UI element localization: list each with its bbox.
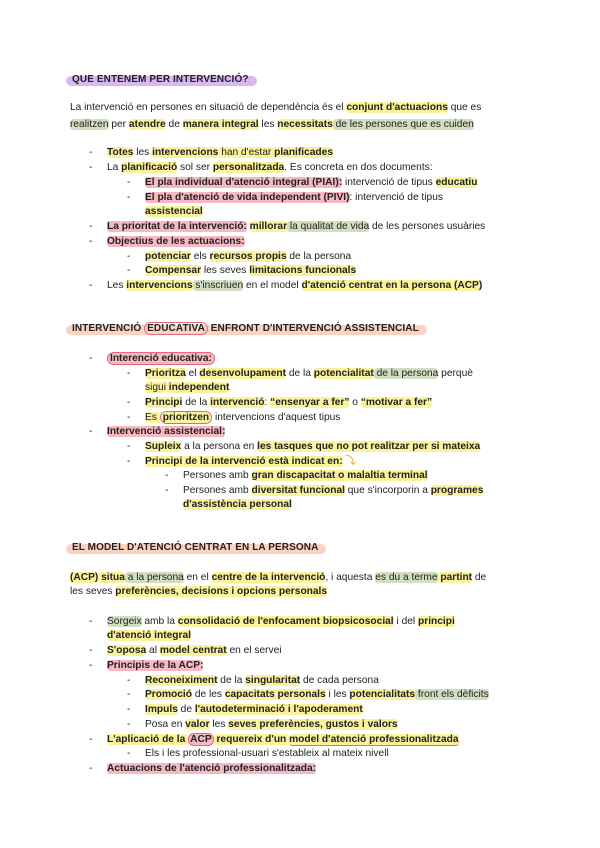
list-item-text: Es prioritzen intervencions d'aquest tipus (145, 412, 341, 423)
list-item-text: Supleix a la persona en les tasques que no pot realitzar per si mateixa (145, 441, 481, 452)
list-item-text: Els i les professional-usuari s'estableix al mateix nivell (145, 748, 389, 759)
list-item-text: La prioritat de la intervenció: millorar la qualitat de vida de les persones usuàries (107, 221, 486, 232)
list-item: - (89, 353, 93, 364)
list-item-text: Principi de la intervenció: “ensenyar a fer” o “motivar a fer” (145, 397, 433, 408)
list-item-text: La planificació sol ser personalitzada. Es concreta en dos documents: (107, 162, 433, 173)
list-item: - (165, 485, 169, 496)
list-item-text: assistencial (145, 206, 203, 217)
list-item-text: Promoció de les capacitats personals i les potencialitats front els dèficits (145, 689, 489, 700)
list-item-text: d'assistència personal (183, 499, 292, 510)
list-item-text: Principi de la intervenció està indicat en: ⤵ (145, 456, 356, 467)
list-item-text: L'aplicació de la ACP requereix d'un model d'atenció professionalitzada (107, 734, 459, 745)
list-item: - (89, 616, 93, 627)
list-item-text: Reconeiximent de la singularitat de cada persona (145, 675, 379, 686)
list-item-text: Intervenció assistencial: (107, 426, 226, 437)
intro-paragraph: La intervenció en persones en situació de dependència és el conjunt d'actuacions que es (70, 102, 482, 113)
arrow-icon: ⤵ (342, 456, 356, 467)
section-title-model-acp: EL MODEL D'ATENCIÓ CENTRAT EN LA PERSONA (72, 541, 318, 555)
list-item-text: El pla d'atenció de vida independent (PIVI): intervenció de tipus (145, 192, 443, 203)
list-item-text: S'oposa al model centrat en el servei (107, 645, 282, 656)
list-item: - (127, 368, 131, 379)
list-item-text: Interenció educativa: (107, 352, 215, 366)
list-item-text: Posa en valor les seves preferències, gustos i valors (145, 719, 398, 730)
list-item: - (127, 397, 131, 408)
list-item-text: Totes les intervencions han d'estar planificades (107, 147, 333, 158)
list-item: - (127, 719, 131, 730)
list-item-text: Persones amb diversitat funcional que s'incorporin a programes (183, 485, 484, 496)
list-item: - (89, 162, 93, 173)
list-item-text: Sorgeix amb la consolidació de l'enfocament biopsicosocial i del principi (107, 616, 455, 627)
list-item: - (127, 265, 131, 276)
list-item: - (127, 689, 131, 700)
list-item: - (89, 236, 93, 247)
list-item: - (89, 147, 93, 158)
list-item-text: El pla individual d'atenció integral (PIAI): intervenció de tipus educatiu (145, 177, 478, 188)
list-item-text: Les intervencions s'inscriuen en el model d'atenció centrat en la persona (ACP) (107, 280, 483, 291)
list-item: - (89, 426, 93, 437)
acp-intro-paragraph-line2: les seves preferències, decisions i opcions personals (70, 586, 328, 597)
section-title-intervencio: QUE ENTENEM PER INTERVENCIÓ? (72, 73, 249, 87)
acp-intro-paragraph: (ACP) situa a la persona en el centre de la intervenció, i aquesta es du a terme partint de (70, 572, 487, 583)
list-item: - (89, 645, 93, 656)
list-item: - (127, 177, 131, 188)
list-item-text: Prioritza el desenvolupament de la potencialitat de la persona perquè (145, 368, 473, 379)
list-item: - (127, 704, 131, 715)
list-item: - (89, 734, 93, 745)
list-item: - (89, 763, 93, 774)
intro-paragraph-line2: realitzen per atendre de manera integral les necessitats de les persones que es cuiden (70, 119, 474, 130)
list-item-text: Principis de la ACP: (107, 660, 204, 671)
list-item-text: Objectius de les actuacions: (107, 236, 245, 247)
list-item-text: Impuls de l'autodeterminació i l'apoderament (145, 704, 363, 715)
list-item: - (127, 192, 131, 203)
list-item: - (127, 748, 131, 759)
list-item: - (89, 280, 93, 291)
list-item: - (127, 675, 131, 686)
section-title-educativa-assistencial: INTERVENCIÓ EDUCATIVA ENFRONT D'INTERVENCIÓ ASSISTENCIAL (72, 322, 419, 336)
list-item-text: Actuacions de l'atenció professionalitzada: (107, 763, 317, 774)
list-item-text: potenciar els recursos propis de la persona (145, 251, 352, 262)
list-item: - (127, 412, 131, 423)
list-item: - (89, 221, 93, 232)
list-item-text: sigui independent (145, 382, 230, 393)
list-item-text: d'atenció integral (107, 630, 191, 641)
list-item: - (89, 660, 93, 671)
list-item: - (127, 251, 131, 262)
list-item-text: Compensar les seves limitacions funcionals (145, 265, 357, 276)
list-item: - (165, 470, 169, 481)
list-item-text: Persones amb gran discapacitat o malaltia terminal (183, 470, 428, 481)
list-item: - (127, 441, 131, 452)
list-item: - (127, 456, 131, 467)
